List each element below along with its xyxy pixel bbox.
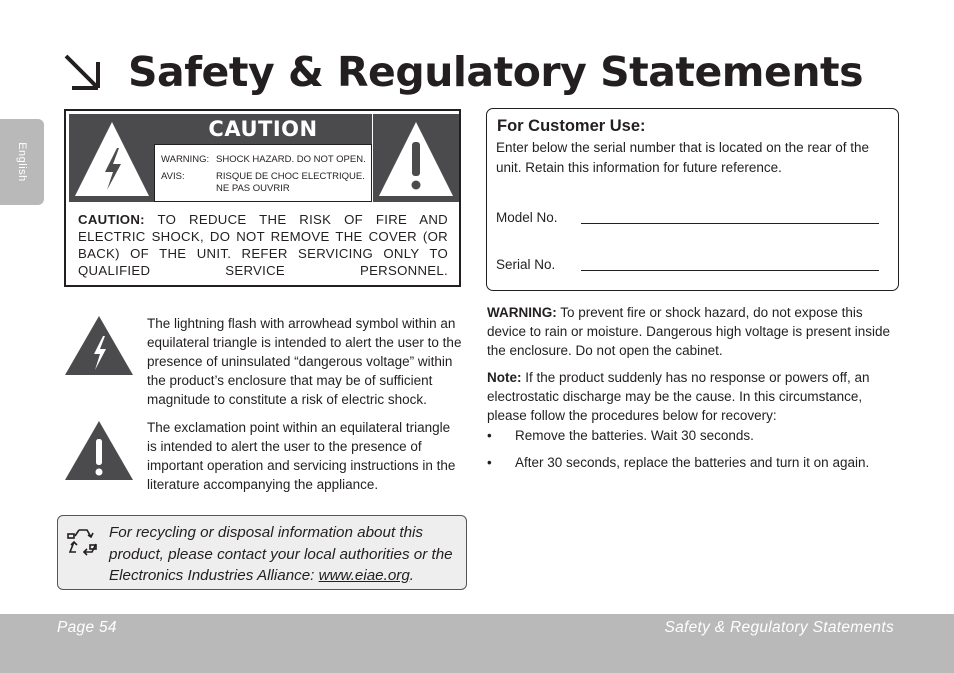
customer-use-title: For Customer Use: — [497, 117, 646, 135]
avis-value-line2: NE PAS OUVRIR — [216, 183, 290, 194]
exclamation-symbol-description: The exclamation point within an equilateral triangle is intended to alert the user to the presence of important operation and servicing instructions in the literature accompanying the appliance. — [147, 420, 456, 492]
serial-number-field[interactable] — [581, 270, 879, 271]
avis-value-line1: RISQUE DE CHOC ELECTRIQUE. — [216, 171, 365, 182]
note-paragraph — [487, 368, 902, 425]
recycling-end: . — [409, 567, 415, 584]
lightning-triangle-icon — [64, 314, 134, 376]
list-item — [487, 426, 897, 445]
note-text: If the product suddenly has no response or powers off, an electrostatic discharge may be the cause. In this circumstance, please follow the procedures below for recovery: — [487, 370, 870, 423]
caution-warning-panel — [154, 144, 372, 202]
avis-key: AVIS: — [161, 171, 185, 182]
lightning-symbol-description: The lightning flash with arrowhead symbol within an equilateral triangle is intended to alert the user to the presence of uninsulated “dangerous voltage” within the product’s enclosure that may be of sufficient magnitude to constitute a risk of electric shock. — [147, 316, 462, 407]
warning-text: To prevent fire or shock hazard, do not expose this device to rain or moisture. Dangerous high voltage is present inside the enclosure. Do not open the cabinet. — [487, 305, 890, 358]
caution-statement-lead: CAUTION: — [78, 212, 145, 227]
list-item-text: After 30 seconds, replace the batteries and turn it on again. — [515, 455, 870, 470]
lightning-warning-icon — [69, 114, 155, 202]
caution-header: CAUTION — [154, 114, 372, 144]
warning-key: WARNING: — [161, 154, 210, 165]
caution-statement — [78, 211, 448, 279]
caution-label-box — [64, 109, 461, 287]
list-item-text: Remove the batteries. Wait 30 seconds. — [515, 428, 754, 443]
footer-section-title: Safety & Regulatory Statements — [664, 619, 894, 636]
warning-value: SHOCK HAZARD. DO NOT OPEN. — [216, 154, 366, 165]
recycling-body: For recycling or disposal information about this product, please contact your local authorities or the Electronics Industries Alliance: — [109, 524, 453, 584]
model-number-label: Model No. — [496, 210, 558, 225]
caution-statement-body: TO REDUCE THE RISK OF FIRE AND ELECTRIC SHOCK, DO NOT REMOVE THE COVER (OR BACK) OF THE UNIT. REFER SERVICING ONLY TO QUALIFIED SERVICE PERSONNEL. — [78, 212, 448, 278]
language-tab-label: English — [16, 142, 28, 182]
bullet-dot: • — [487, 428, 492, 443]
model-number-field[interactable] — [581, 223, 879, 224]
warning-paragraph — [487, 303, 897, 360]
exclamation-warning-icon — [373, 114, 459, 202]
exclamation-triangle-icon — [64, 419, 134, 481]
recycle-icon — [66, 526, 100, 560]
customer-use-description: Enter below the serial number that is located on the rear of the unit. Retain this information for future reference. — [496, 140, 869, 175]
note-lead: Note: — [487, 370, 522, 385]
warning-lead: WARNING: — [487, 305, 557, 320]
recycling-info-box — [57, 515, 467, 590]
diagonal-arrow-icon — [60, 50, 104, 94]
page-number: Page 54 — [57, 619, 117, 636]
serial-number-label: Serial No. — [496, 257, 556, 272]
recycling-text — [109, 522, 459, 587]
page-title: Safety & Regulatory Statements — [128, 48, 864, 96]
page-footer — [0, 614, 954, 673]
bullet-dot: • — [487, 455, 492, 470]
eiae-link[interactable]: www.eiae.org — [318, 567, 410, 584]
customer-use-box — [486, 108, 899, 291]
list-item — [487, 453, 897, 472]
language-tab — [0, 119, 44, 205]
